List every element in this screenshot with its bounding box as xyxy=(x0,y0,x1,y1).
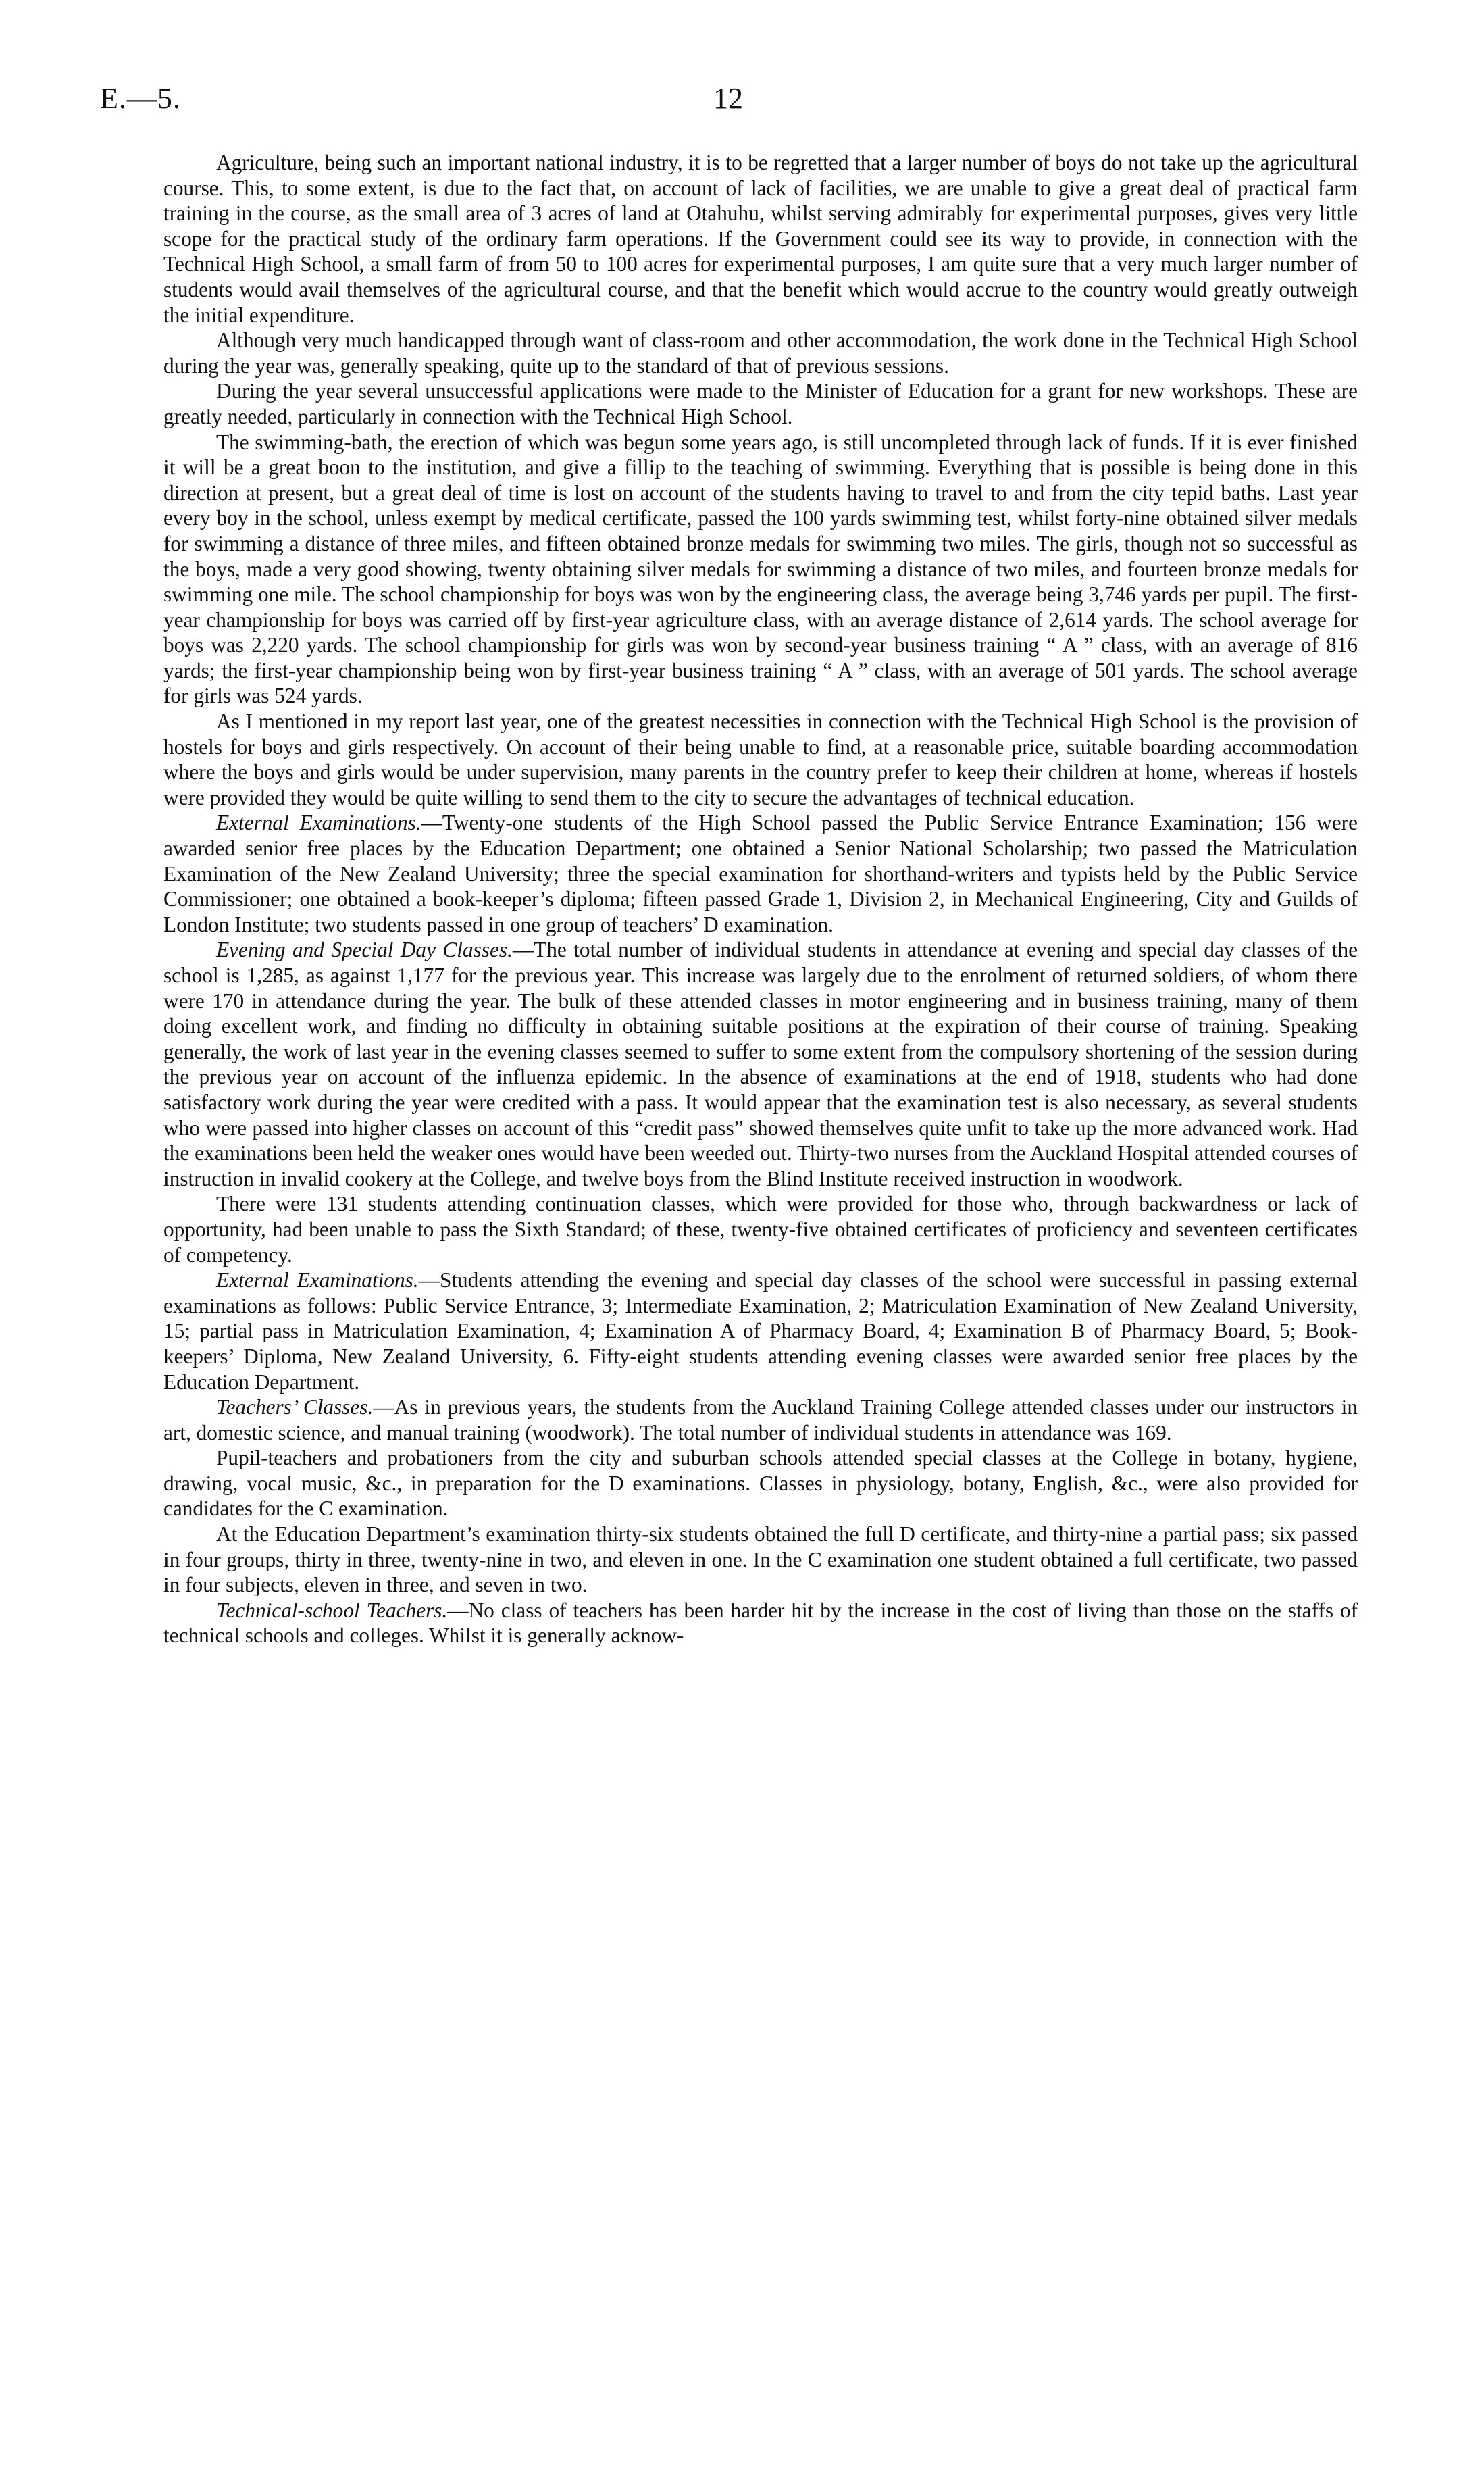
paragraph xyxy=(163,810,1358,937)
paragraph-text: The swimming-bath, the erection of which was begun some years ago, is still uncompleted through lack of funds. If it is ever finished it will be a great boon to the institution, and give a fillip to the teaching of swimming. Everything that is possible is being done in this direction at present, but a great deal of time is lost on account of the students having to travel to and from the city tepid baths. Last year every boy in the school, unless exempt by medical certificate, passed the 100 yards swimming test, whilst forty-nine obtained silver medals for swimming a distance of three miles, and fifteen obtained bronze medals for swimming two miles. The girls, though not so successful as the boys, made a very good showing, twenty obtaining silver medals for swimming a distance of two miles, and fourteen bronze medals for swimming one mile. The school championship for boys was won by the engineering class, the average being 3,746 yards per pupil. The first-year championship for boys was carried off by first-year agriculture class, with an average distance of 2,614 yards. The school average for boys was 2,220 yards. The school championship for girls was won by second-year business training “ A ” class, with an average of 816 yards; the first-year championship being won by first-year business training “ A ” class, with an average of 501 yards. The school average for girls was 524 yards. xyxy=(163,430,1358,708)
report-body xyxy=(163,150,1358,1649)
paragraph xyxy=(163,1445,1358,1521)
paragraph-heading: Technical-school Teachers. xyxy=(216,1598,448,1622)
paragraph xyxy=(163,937,1358,1191)
paragraph xyxy=(163,1521,1358,1598)
paragraph-heading: External Examinations. xyxy=(216,1268,419,1292)
page-header xyxy=(100,81,1356,122)
paragraph-text: Although very much handicapped through want of class-room and other accommodation, the work done in the Technical High School during the year was, generally speaking, quite up to the standard of that of previous sessions. xyxy=(163,328,1358,378)
paragraph-text: Agriculture, being such an important national industry, it is to be regretted that a larger number of boys do not take up the agricultural course. This, to some extent, is due to the fact that, on account of lack of facilities, we are unable to give a great deal of practical farm training in the course, as the small area of 3 acres of land at Otahuhu, whilst serving admirably for experimental purposes, gives very little scope for the practical study of the ordinary farm operations. If the Government could see its way to provide, in connection with the Technical High School, a small farm of from 50 to 100 acres for experimental purposes, I am quite sure that a very much larger number of students would avail themselves of the agricultural course, and that the benefit which would accrue to the country would greatly outweigh the initial expenditure. xyxy=(163,151,1358,327)
page-number: 12 xyxy=(713,82,743,115)
paragraph xyxy=(163,709,1358,810)
paragraph-text: During the year several unsuccessful applications were made to the Minister of Education for a grant for new workshops. These are greatly needed, particularly in connection with the Technical High School. xyxy=(163,379,1358,428)
paragraph xyxy=(163,1598,1358,1649)
paragraph-heading: Teachers’ Classes. xyxy=(216,1395,374,1419)
paragraph-heading: Evening and Special Day Classes. xyxy=(216,938,513,962)
paragraph-text: —No class of teachers has been harder hit by the increase in the cost of living than those on the staffs of technical schools and colleges. Whilst it is generally acknow- xyxy=(163,1598,1358,1648)
paragraph-text: —The total number of individual students in attendance at evening and special day classes of the school is 1,285, as against 1,177 for the previous year. This increase was largely due to the enrolment of returned soldiers, of whom there were 170 in attendance during the year. The bulk of these attended classes in motor engineering and in business training, many of them doing excellent work, and finding no difficulty in obtaining suitable positions at the expiration of their course of training. Speaking generally, the work of last year in the evening classes seemed to suffer to some extent from the compulsory shortening of the session during the previous year on account of the influenza epidemic. In the absence of examinations at the end of 1918, students who had done satisfactory work during the year were credited with a pass. It would appear that the examination test is also necessary, as several students who were passed into higher classes on account of this “credit pass” showed themselves quite unfit to take up the more advanced work. Had the examinations been held the weaker ones would have been weeded out. Thirty-two nurses from the Auckland Hospital attended courses of instruction in invalid cookery at the College, and twelve boys from the Blind Institute received instruction in woodwork. xyxy=(163,938,1358,1190)
paragraph-text: There were 131 students attending continuation classes, which were provided for those who, through backwardness or lack of opportunity, had been unable to pass the Sixth Standard; of these, twenty-five obtained certificates of proficiency and seventeen certificates of competency. xyxy=(163,1192,1358,1267)
paragraph-heading: External Examinations. xyxy=(216,811,421,835)
paragraph xyxy=(163,328,1358,378)
paragraph-text: —As in previous years, the students from the Auckland Training College attended classes under our instructors in art, domestic science, and manual training (woodwork). The total number of individual students in attendance was 169. xyxy=(163,1395,1358,1444)
paragraph-text: As I mentioned in my report last year, one of the greatest necessities in connection with the Technical High School is the provision of hostels for boys and girls respectively. On account of their being unable to find, at a reasonable price, suitable boarding accommodation where the boys and girls would be under supervision, many parents in the country prefer to keep their children at home, whereas if hostels were provided they would be quite willing to send them to the city to secure the advantages of technical education. xyxy=(163,709,1358,809)
report-reference: E.—5. xyxy=(100,82,181,115)
paragraph xyxy=(163,378,1358,429)
paragraph-text: At the Education Department’s examination thirty-six students obtained the full D certificate, and thirty-nine a partial pass; six passed in four groups, thirty in three, twenty-nine in two, and eleven in one. In the C examination one student obtained a full certificate, two passed in four subjects, eleven in three, and seven in two. xyxy=(163,1522,1358,1597)
paragraph xyxy=(163,1267,1358,1394)
paragraph-text: Pupil-teachers and probationers from the city and suburban schools attended special classes at the College in botany, hygiene, drawing, vocal music, &c., in preparation for the D examinations. Classes in physiology, botany, English, &c., were also provided for candidates for the C examination. xyxy=(163,1446,1358,1521)
paragraph xyxy=(163,1394,1358,1445)
paragraph xyxy=(163,150,1358,328)
paragraph xyxy=(163,1191,1358,1267)
paragraph-text: —Students attending the evening and special day classes of the school were successful in passing external examinations as follows: Public Service Entrance, 3; Intermediate Examination, 2; Matriculation Examination of New Zealand University, 15; partial pass in Matriculation Examination, 4; Examination A of Pharmacy Board, 4; Examination B of Pharmacy Board, 5; Book-keepers’ Diploma, New Zealand University, 6. Fifty-eight students attending evening classes were awarded senior free places by the Education Department. xyxy=(163,1268,1358,1394)
paragraph xyxy=(163,430,1358,709)
paragraph-text: —Twenty-one students of the High School passed the Public Service Entrance Examination; 156 were awarded senior free places by the Education Department; one obtained a Senior National Scholarship; two passed the Matriculation Examination of the New Zealand University; three the special examination for shorthand-writers and typists held by the Public Service Commissioner; one obtained a book-keeper’s diploma; fifteen passed Grade 1, Division 2, in Mechanical Engineering, City and Guilds of London Institute; two students passed in one group of teachers’ D examination. xyxy=(163,811,1358,936)
